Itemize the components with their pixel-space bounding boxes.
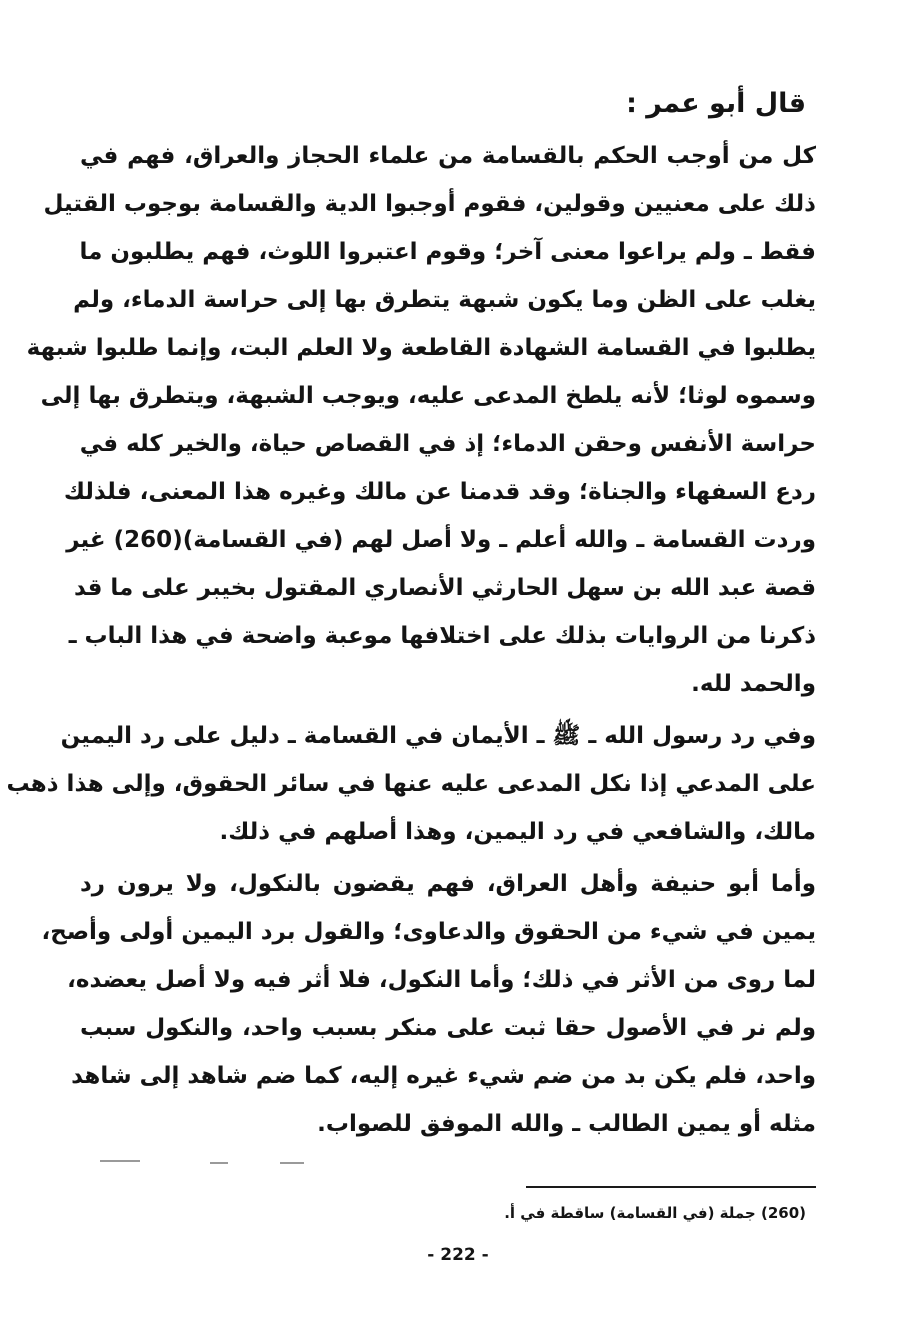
page-number: - 222 - <box>427 1245 489 1265</box>
section-heading: قال أبو عمر : <box>626 88 806 119</box>
text-line-14: على المدعي إذا نكل المدعى عليه عنها في سائر الحقوق، وإلى هذا ذهب <box>6 771 816 797</box>
text-line-17: يمين في شيء من الحقوق والدعاوى؛ والقول برد اليمين أولى وأصح، <box>41 919 816 945</box>
text-line-9: وردت القسامة ـ والله أعلم ـ ولا أصل لهم (في القسامة)(260) غير <box>66 527 816 553</box>
footnote-divider <box>526 1186 816 1188</box>
text-line-13: وفي رد رسول الله ـ ﷺ ـ الأيمان في القسامة ـ دليل على رد اليمين <box>60 723 816 749</box>
text-line-11: ذكرنا من الروايات بذلك على اختلافها موعبة واضحة في هذا الباب ـ <box>68 623 816 649</box>
text-line-7: حراسة الأنفس وحقن الدماء؛ إذ في القصاص حياة، والخير كله في <box>79 431 816 457</box>
text-line-5: يطلبوا في القسامة الشهادة القاطعة ولا العلم البت، وإنما طلبوا شبهة <box>26 335 816 361</box>
text-line-10: قصة عبد الله بن سهل الحارثي الأنصاري المقتول بخيبر على ما قد <box>74 575 816 601</box>
text-line-2: ذلك على معنيين وقولين، فقوم أوجبوا الدية والقسامة بوجوب القتيل <box>43 191 816 217</box>
text-line-12: والحمد لله. <box>691 671 816 697</box>
text-line-16: وأما أبو حنيفة وأهل العراق، فهم يقضون بالنكول، ولا يرون رد <box>80 871 816 897</box>
scan-speck <box>210 1162 228 1164</box>
scan-speck <box>280 1162 304 1164</box>
text-line-15: مالك، والشافعي في رد اليمين، وهذا أصلهم في ذلك. <box>219 819 816 845</box>
text-line-18: لما روى من الأثر في ذلك؛ وأما النكول، فلا أثر فيه ولا أصل يعضده، <box>67 967 816 993</box>
text-line-8: ردع السفهاء والجناة؛ وقد قدمنا عن مالك وغيره هذا المعنى، فلذلك <box>63 479 816 505</box>
text-line-6: وسموه لوثا؛ لأنه يلطخ المدعى عليه، ويوجب الشبهة، ويتطرق بها إلى <box>40 383 816 409</box>
text-line-4: يغلب على الظن وما يكون شبهة يتطرق بها إلى حراسة الدماء، ولم <box>73 287 816 313</box>
footnote: (260) جملة (في القسامة) ساقطة في أ. <box>504 1204 806 1222</box>
scan-speck <box>100 1160 140 1162</box>
text-line-21: مثله أو يمين الطالب ـ والله الموفق للصواب. <box>317 1111 816 1137</box>
text-line-3: فقط ـ ولم يراعوا معنى آخر؛ وقوم اعتبروا اللوث، فهم يطلبون ما <box>79 239 816 265</box>
text-line-1: كل من أوجب الحكم بالقسامة من علماء الحجاز والعراق، فهم في <box>80 143 816 169</box>
text-line-20: واحد، فلم يكن بد من ضم شيء غيره إليه، كما ضم شاهد إلى شاهد <box>71 1063 816 1089</box>
text-line-19: ولم نر في الأصول حقا ثبت على منكر بسبب واحد، والنكول سبب <box>80 1015 816 1041</box>
